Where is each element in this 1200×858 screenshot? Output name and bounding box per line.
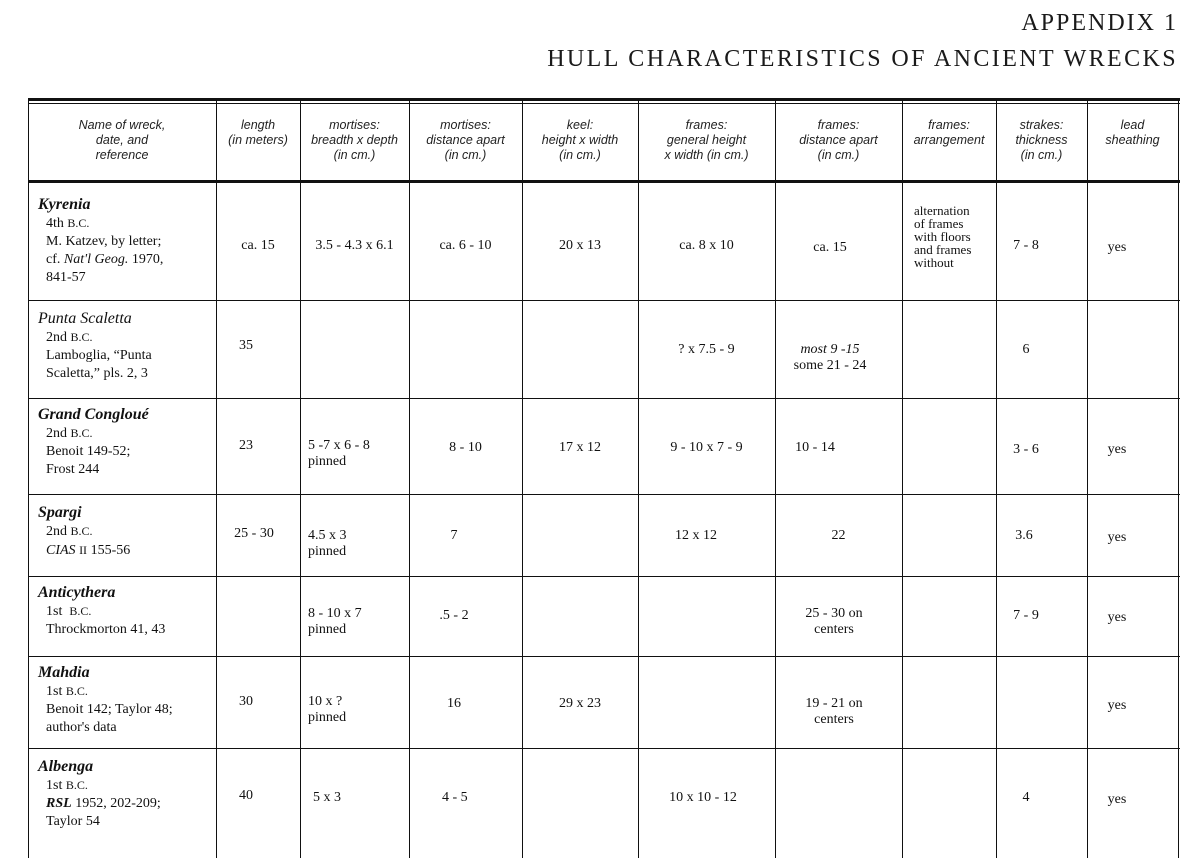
hull-characteristics-table [28, 98, 1180, 858]
wreck-reference: Benoit 142; Taylor 48; author's data [46, 702, 173, 735]
column-rule [300, 98, 301, 858]
table-row-name [38, 406, 149, 479]
column-rule [1178, 98, 1179, 858]
mortise-distance-cell: ca. 6 - 10 [439, 238, 492, 253]
column-rule [902, 98, 903, 858]
strakes-cell: 3 - 6 [1013, 442, 1039, 457]
table-row-name [38, 310, 152, 383]
wreck-reference: Lamboglia, “Punta Scaletta,” pls. 2, 3 [46, 348, 152, 381]
column-rule [638, 98, 639, 858]
wreck-date: 2nd B.C. [46, 524, 93, 539]
header-bottom-rule [28, 180, 1180, 183]
header-frames-distance: frames: distance apart (in cm.) [799, 118, 878, 162]
wreck-date: 2nd B.C. [46, 330, 93, 345]
mortise-distance-cell: 8 - 10 [449, 440, 482, 455]
table-row-name [38, 584, 165, 639]
wreck-name: Punta Scaletta [38, 310, 132, 327]
strakes-cell: 3.6 [1015, 528, 1033, 543]
wreck-date: 1st B.C. [46, 778, 88, 793]
page-title: HULL CHARACTERISTICS OF ANCIENT WRECKS [547, 46, 1178, 72]
header-length: length (in meters) [228, 118, 288, 147]
table-row-name [38, 504, 130, 560]
lead-cell: yes [1107, 792, 1127, 807]
mortise-distance-cell: 16 [447, 696, 461, 711]
strakes-cell: 7 - 8 [1013, 238, 1039, 253]
wreck-date: 2nd B.C. [46, 426, 93, 441]
table-row-name [38, 196, 163, 287]
keel-cell: 17 x 12 [559, 440, 601, 455]
column-rule [409, 98, 410, 858]
table-top-rule [28, 98, 1180, 101]
frames-size-cell: 12 x 12 [675, 528, 717, 543]
frames-size-cell: ? x 7.5 - 9 [678, 342, 735, 357]
wreck-date: 1st B.C. [46, 604, 92, 619]
lead-cell: yes [1107, 610, 1127, 625]
wreck-reference: RSL 1952, 202-209; Taylor 54 [46, 796, 161, 829]
frames-distance-cell: 25 - 30 on centers [805, 606, 863, 637]
lead-cell: yes [1107, 530, 1127, 545]
row-rule [28, 398, 1180, 399]
keel-cell: 29 x 23 [559, 696, 601, 711]
header-lead: lead sheathing [1105, 118, 1160, 147]
wreck-name: Mahdia [38, 664, 90, 681]
row-rule [28, 576, 1180, 577]
frames-distance-cell: 22 [831, 528, 846, 543]
mortise-distance-cell: 7 [450, 528, 458, 543]
frames-distance-cell: 10 - 14 [795, 440, 835, 455]
column-rule [996, 98, 997, 858]
wreck-reference: M. Katzev, by letter; cf. Nat'l Geog. 1970, 841-57 [46, 234, 164, 285]
mortise-distance-cell: 4 - 5 [442, 790, 468, 805]
column-rule [775, 98, 776, 858]
strakes-cell: 6 [1022, 342, 1030, 357]
wreck-name: Spargi [38, 504, 82, 521]
length-cell: 35 [239, 338, 253, 353]
header-keel: keel: height x width (in cm.) [541, 118, 619, 162]
mortise-size-cell: 3.5 - 4.3 x 6.1 [315, 238, 394, 253]
frames-arrangement-cell: alternation of frames with floors and frames without [914, 203, 972, 270]
header-mortise-size: mortises: breadth x depth (in cm.) [311, 118, 398, 162]
wreck-date: 1st B.C. [46, 684, 88, 699]
frames-size-cell: 10 x 10 - 12 [669, 790, 737, 805]
length-cell: 25 - 30 [234, 526, 274, 541]
header-frames-size: frames: general height x width (in cm.) [664, 118, 749, 162]
header-mortise-distance: mortises: distance apart (in cm.) [426, 118, 505, 162]
strakes-cell: 4 [1022, 790, 1030, 805]
row-rule [28, 494, 1180, 495]
column-rule [1087, 98, 1088, 858]
lead-cell: yes [1107, 442, 1127, 457]
wreck-reference: Benoit 149-52; Frost 244 [46, 444, 131, 477]
length-cell: 40 [239, 788, 253, 803]
length-cell: ca. 15 [241, 238, 275, 253]
frames-distance-cell: 19 - 21 on centers [805, 696, 863, 727]
mortise-size-cell: 5 x 3 [313, 790, 341, 805]
wreck-name: Kyrenia [38, 196, 91, 213]
row-rule [28, 748, 1180, 749]
keel-cell: 20 x 13 [559, 238, 601, 253]
row-rule [28, 656, 1180, 657]
lead-cell: yes [1107, 240, 1127, 255]
row-rule [28, 300, 1180, 301]
frames-size-cell: 9 - 10 x 7 - 9 [670, 440, 743, 455]
length-cell: 23 [239, 438, 253, 453]
frames-distance-cell: most 9 -15 some 21 - 24 [793, 342, 867, 373]
wreck-name: Albenga [38, 758, 94, 775]
table-row-name [38, 758, 161, 831]
mortise-distance-cell: .5 - 2 [439, 608, 469, 623]
wreck-reference: CIAS II 155-56 [46, 543, 131, 558]
length-cell: 30 [239, 694, 253, 709]
column-rule [216, 98, 217, 858]
table-top-rule-inner [28, 103, 1180, 104]
wreck-name: Anticythera [38, 584, 116, 601]
wreck-reference: Throckmorton 41, 43 [46, 622, 166, 637]
lead-cell: yes [1107, 698, 1127, 713]
frames-size-cell: ca. 8 x 10 [679, 238, 734, 253]
wreck-date: 4th B.C. [46, 216, 90, 231]
mortise-size-cell: 5 -7 x 6 - 8 pinned [308, 438, 370, 469]
header-frames-arrangement: frames: arrangement [913, 118, 985, 147]
mortise-size-cell: 4.5 x 3 pinned [308, 528, 347, 559]
table-row-name [38, 664, 173, 737]
header-name: Name of wreck, date, and reference [78, 118, 166, 162]
wreck-name: Grand Congloué [38, 406, 149, 423]
mortise-size-cell: 8 - 10 x 7 pinned [308, 606, 362, 637]
header-strakes: strakes: thickness (in cm.) [1015, 118, 1068, 162]
frames-distance-cell: ca. 15 [813, 240, 847, 255]
strakes-cell: 7 - 9 [1013, 608, 1039, 623]
appendix-label: APPENDIX 1 [1021, 10, 1178, 36]
column-rule [28, 98, 29, 858]
mortise-size-cell: 10 x ? pinned [308, 694, 347, 725]
column-rule [522, 98, 523, 858]
